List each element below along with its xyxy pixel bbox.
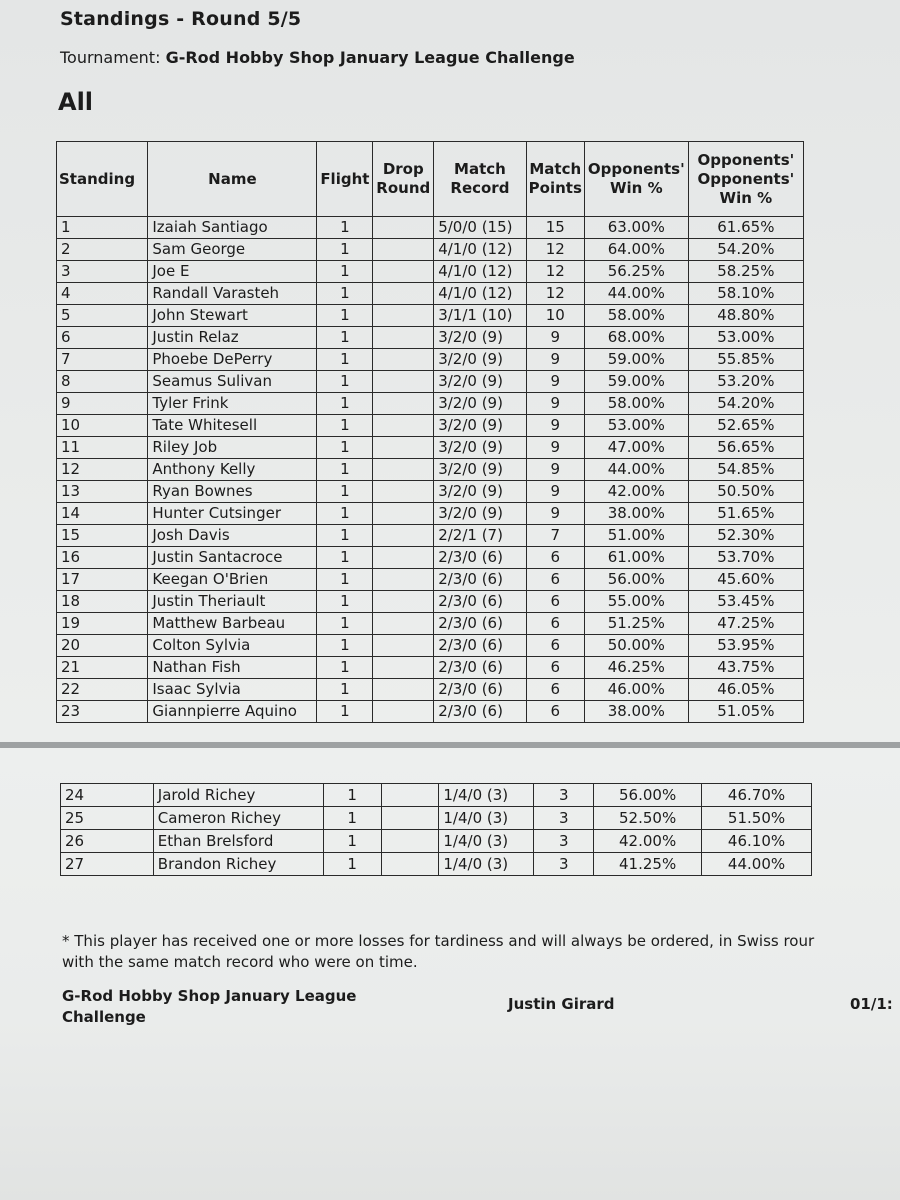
table-row: [57, 525, 804, 547]
standing-cell: 12: [57, 459, 148, 481]
table-row: [57, 393, 804, 415]
col-match-record: Match Record: [434, 142, 526, 217]
opponents-win-cell: 63.00%: [584, 217, 688, 239]
drop-round-cell: [381, 853, 439, 876]
opp-opp-win-cell: 53.45%: [688, 591, 803, 613]
opponents-win-cell: 50.00%: [584, 635, 688, 657]
opp-opp-win-cell: 51.05%: [688, 701, 803, 723]
flight-cell: 1: [317, 239, 373, 261]
name-cell: Izaiah Santiago: [148, 217, 317, 239]
match-record-cell: 3/2/0 (9): [434, 371, 526, 393]
opponents-win-cell: 38.00%: [584, 503, 688, 525]
opp-opp-win-cell: 48.80%: [688, 305, 803, 327]
drop-round-cell: [373, 569, 434, 591]
drop-round-cell: [373, 459, 434, 481]
tournament-label: Tournament:: [60, 48, 161, 67]
match-record-cell: 4/1/0 (12): [434, 239, 526, 261]
flight-cell: 1: [317, 657, 373, 679]
opponents-win-cell: 56.25%: [584, 261, 688, 283]
match-record-cell: 1/4/0 (3): [439, 830, 534, 853]
table-row: [57, 701, 804, 723]
table-row: [57, 547, 804, 569]
table-row: [57, 459, 804, 481]
footer-event-name: [62, 986, 422, 1028]
match-record-cell: 1/4/0 (3): [439, 807, 534, 830]
opp-opp-win-cell: 54.20%: [688, 239, 803, 261]
opponents-win-cell: 46.25%: [584, 657, 688, 679]
flight-cell: 1: [317, 591, 373, 613]
table-row: [57, 503, 804, 525]
flight-cell: 1: [317, 349, 373, 371]
match-record-cell: 3/1/1 (10): [434, 305, 526, 327]
tardiness-footnote: [62, 931, 900, 973]
opp-opp-win-cell: 55.85%: [688, 349, 803, 371]
drop-round-cell: [373, 635, 434, 657]
opp-opp-win-cell: 53.20%: [688, 371, 803, 393]
name-cell: Anthony Kelly: [148, 459, 317, 481]
name-cell: Riley Job: [148, 437, 317, 459]
table-row: [57, 481, 804, 503]
match-record-cell: 2/3/0 (6): [434, 613, 526, 635]
drop-round-cell: [373, 239, 434, 261]
tournament-line: [60, 48, 575, 67]
footnote-line-2: with the same match record who were on time.: [62, 953, 418, 971]
standing-cell: 18: [57, 591, 148, 613]
match-points-cell: 6: [526, 591, 584, 613]
match-record-cell: 3/2/0 (9): [434, 393, 526, 415]
drop-round-cell: [381, 784, 439, 807]
table-row: [57, 613, 804, 635]
name-cell: Isaac Sylvia: [148, 679, 317, 701]
match-points-cell: 3: [534, 830, 594, 853]
match-points-cell: 3: [534, 807, 594, 830]
match-points-cell: 9: [526, 503, 584, 525]
footer-event-line-2: Challenge: [62, 1008, 146, 1026]
match-points-cell: 3: [534, 853, 594, 876]
flight-cell: 1: [317, 459, 373, 481]
opp-opp-win-cell: 54.85%: [688, 459, 803, 481]
opponents-win-cell: 59.00%: [584, 371, 688, 393]
opponents-win-cell: 44.00%: [584, 283, 688, 305]
opp-opp-win-cell: 43.75%: [688, 657, 803, 679]
opponents-win-cell: 42.00%: [584, 481, 688, 503]
table-row: [61, 784, 812, 807]
table-row: [57, 679, 804, 701]
flight-cell: 1: [317, 393, 373, 415]
name-cell: Ryan Bownes: [148, 481, 317, 503]
match-points-cell: 7: [526, 525, 584, 547]
col-standing: Standing: [57, 142, 148, 217]
name-cell: Cameron Richey: [153, 807, 323, 830]
opponents-win-cell: 51.00%: [584, 525, 688, 547]
table-row: [57, 261, 804, 283]
drop-round-cell: [373, 327, 434, 349]
table-row: [57, 305, 804, 327]
col-flight: Flight: [317, 142, 373, 217]
name-cell: Justin Santacroce: [148, 547, 317, 569]
name-cell: Matthew Barbeau: [148, 613, 317, 635]
opponents-win-cell: 51.25%: [584, 613, 688, 635]
flight-cell: 1: [317, 481, 373, 503]
name-cell: Justin Theriault: [148, 591, 317, 613]
drop-round-cell: [373, 261, 434, 283]
match-points-cell: 12: [526, 239, 584, 261]
table-row: [57, 591, 804, 613]
standing-cell: 6: [57, 327, 148, 349]
flight-cell: 1: [317, 327, 373, 349]
drop-round-cell: [373, 591, 434, 613]
standing-cell: 7: [57, 349, 148, 371]
col-opp-opp-win: Opponents' Opponents' Win %: [688, 142, 803, 217]
opponents-win-cell: 61.00%: [584, 547, 688, 569]
match-record-cell: 4/1/0 (12): [434, 261, 526, 283]
match-record-cell: 2/3/0 (6): [434, 657, 526, 679]
standing-cell: 9: [57, 393, 148, 415]
flight-cell: 1: [317, 437, 373, 459]
col-opponents-win: Opponents' Win %: [584, 142, 688, 217]
drop-round-cell: [373, 393, 434, 415]
opp-opp-win-cell: 51.50%: [702, 807, 812, 830]
standing-cell: 21: [57, 657, 148, 679]
standing-cell: 4: [57, 283, 148, 305]
opp-opp-win-cell: 44.00%: [702, 853, 812, 876]
standing-cell: 10: [57, 415, 148, 437]
opponents-win-cell: 52.50%: [594, 807, 702, 830]
match-points-cell: 9: [526, 437, 584, 459]
opponents-win-cell: 55.00%: [584, 591, 688, 613]
flight-cell: 1: [317, 635, 373, 657]
opp-opp-win-cell: 46.05%: [688, 679, 803, 701]
match-record-cell: 2/3/0 (6): [434, 569, 526, 591]
table-row: [57, 327, 804, 349]
name-cell: Jarold Richey: [153, 784, 323, 807]
name-cell: John Stewart: [148, 305, 317, 327]
standings-body: [57, 217, 804, 723]
standing-cell: 13: [57, 481, 148, 503]
opp-opp-win-cell: 52.30%: [688, 525, 803, 547]
standing-cell: 25: [61, 807, 154, 830]
name-cell: Josh Davis: [148, 525, 317, 547]
opponents-win-cell: 68.00%: [584, 327, 688, 349]
name-cell: Ethan Brelsford: [153, 830, 323, 853]
match-record-cell: 1/4/0 (3): [439, 853, 534, 876]
standing-cell: 11: [57, 437, 148, 459]
standing-cell: 22: [57, 679, 148, 701]
opp-opp-win-cell: 46.70%: [702, 784, 812, 807]
match-points-cell: 6: [526, 657, 584, 679]
table-row: [57, 635, 804, 657]
opp-opp-win-cell: 46.10%: [702, 830, 812, 853]
standing-cell: 23: [57, 701, 148, 723]
name-cell: Tyler Frink: [148, 393, 317, 415]
opp-opp-win-cell: 53.70%: [688, 547, 803, 569]
match-points-cell: 6: [526, 547, 584, 569]
standing-cell: 17: [57, 569, 148, 591]
standings-table-continued: [60, 783, 812, 876]
flight-cell: 1: [317, 547, 373, 569]
flight-cell: 1: [317, 701, 373, 723]
match-record-cell: 3/2/0 (9): [434, 437, 526, 459]
match-points-cell: 6: [526, 613, 584, 635]
match-record-cell: 3/2/0 (9): [434, 459, 526, 481]
name-cell: Tate Whitesell: [148, 415, 317, 437]
flight-cell: 1: [317, 613, 373, 635]
opp-opp-win-cell: 54.20%: [688, 393, 803, 415]
match-points-cell: 9: [526, 459, 584, 481]
flight-cell: 1: [323, 853, 381, 876]
table-row: [57, 371, 804, 393]
table-row: [57, 349, 804, 371]
drop-round-cell: [373, 305, 434, 327]
opp-opp-win-cell: 58.10%: [688, 283, 803, 305]
standing-cell: 14: [57, 503, 148, 525]
col-name: Name: [148, 142, 317, 217]
match-record-cell: 3/2/0 (9): [434, 327, 526, 349]
table-row: [61, 807, 812, 830]
drop-round-cell: [373, 613, 434, 635]
flight-cell: 1: [317, 569, 373, 591]
match-record-cell: 3/2/0 (9): [434, 481, 526, 503]
flight-cell: 1: [317, 371, 373, 393]
flight-cell: 1: [323, 807, 381, 830]
flight-cell: 1: [317, 261, 373, 283]
opponents-win-cell: 59.00%: [584, 349, 688, 371]
name-cell: Brandon Richey: [153, 853, 323, 876]
opponents-win-cell: 44.00%: [584, 459, 688, 481]
opponents-win-cell: 56.00%: [594, 784, 702, 807]
footer-date: 01/1:: [850, 995, 893, 1013]
drop-round-cell: [373, 437, 434, 459]
standing-cell: 1: [57, 217, 148, 239]
match-points-cell: 6: [526, 635, 584, 657]
drop-round-cell: [373, 217, 434, 239]
name-cell: Justin Relaz: [148, 327, 317, 349]
drop-round-cell: [381, 807, 439, 830]
opponents-win-cell: 58.00%: [584, 305, 688, 327]
flight-cell: 1: [317, 305, 373, 327]
opponents-win-cell: 47.00%: [584, 437, 688, 459]
flight-cell: 1: [317, 283, 373, 305]
flight-cell: 1: [323, 830, 381, 853]
name-cell: Keegan O'Brien: [148, 569, 317, 591]
table-row: [57, 239, 804, 261]
drop-round-cell: [373, 525, 434, 547]
match-record-cell: 3/2/0 (9): [434, 503, 526, 525]
drop-round-cell: [373, 371, 434, 393]
opp-opp-win-cell: 56.65%: [688, 437, 803, 459]
standings-table: [56, 141, 804, 723]
match-record-cell: 2/3/0 (6): [434, 591, 526, 613]
match-record-cell: 2/3/0 (6): [434, 701, 526, 723]
flight-cell: 1: [317, 503, 373, 525]
match-points-cell: 9: [526, 481, 584, 503]
match-record-cell: 1/4/0 (3): [439, 784, 534, 807]
tournament-name: G-Rod Hobby Shop January League Challenge: [165, 48, 575, 67]
table-row: [61, 853, 812, 876]
footnote-line-1: * This player has received one or more losses for tardiness and will always be ordered, in Swiss rour: [62, 932, 815, 950]
match-points-cell: 10: [526, 305, 584, 327]
match-points-cell: 9: [526, 415, 584, 437]
opp-opp-win-cell: 58.25%: [688, 261, 803, 283]
standing-cell: 24: [61, 784, 154, 807]
opp-opp-win-cell: 52.65%: [688, 415, 803, 437]
table-row: [61, 830, 812, 853]
match-points-cell: 3: [534, 784, 594, 807]
drop-round-cell: [373, 283, 434, 305]
match-points-cell: 9: [526, 393, 584, 415]
standing-cell: 16: [57, 547, 148, 569]
standing-cell: 3: [57, 261, 148, 283]
standing-cell: 27: [61, 853, 154, 876]
table-row: [57, 657, 804, 679]
standings-body-continued: [61, 784, 812, 876]
name-cell: Joe E: [148, 261, 317, 283]
drop-round-cell: [373, 349, 434, 371]
match-points-cell: 6: [526, 569, 584, 591]
group-heading: All: [58, 88, 94, 116]
standing-cell: 8: [57, 371, 148, 393]
opponents-win-cell: 46.00%: [584, 679, 688, 701]
col-match-points: Match Points: [526, 142, 584, 217]
drop-round-cell: [373, 657, 434, 679]
name-cell: Randall Varasteh: [148, 283, 317, 305]
drop-round-cell: [373, 701, 434, 723]
table-row: [57, 569, 804, 591]
drop-round-cell: [373, 503, 434, 525]
match-record-cell: 2/3/0 (6): [434, 679, 526, 701]
table-row: [57, 217, 804, 239]
opp-opp-win-cell: 47.25%: [688, 613, 803, 635]
flight-cell: 1: [323, 784, 381, 807]
flight-cell: 1: [317, 217, 373, 239]
drop-round-cell: [373, 547, 434, 569]
match-points-cell: 12: [526, 261, 584, 283]
name-cell: Colton Sylvia: [148, 635, 317, 657]
opponents-win-cell: 42.00%: [594, 830, 702, 853]
name-cell: Hunter Cutsinger: [148, 503, 317, 525]
flight-cell: 1: [317, 415, 373, 437]
match-record-cell: 3/2/0 (9): [434, 415, 526, 437]
match-points-cell: 9: [526, 349, 584, 371]
table-header-row: [57, 142, 804, 217]
standing-cell: 19: [57, 613, 148, 635]
name-cell: Giannpierre Aquino: [148, 701, 317, 723]
col-drop-round: Drop Round: [373, 142, 434, 217]
match-record-cell: 2/3/0 (6): [434, 635, 526, 657]
opponents-win-cell: 41.25%: [594, 853, 702, 876]
opponents-win-cell: 38.00%: [584, 701, 688, 723]
flight-cell: 1: [317, 679, 373, 701]
match-record-cell: 2/3/0 (6): [434, 547, 526, 569]
match-record-cell: 5/0/0 (15): [434, 217, 526, 239]
opponents-win-cell: 58.00%: [584, 393, 688, 415]
drop-round-cell: [373, 415, 434, 437]
table-row: [57, 283, 804, 305]
match-record-cell: 4/1/0 (12): [434, 283, 526, 305]
name-cell: Nathan Fish: [148, 657, 317, 679]
match-points-cell: 9: [526, 327, 584, 349]
match-points-cell: 9: [526, 371, 584, 393]
match-points-cell: 15: [526, 217, 584, 239]
opp-opp-win-cell: 45.60%: [688, 569, 803, 591]
opp-opp-win-cell: 53.95%: [688, 635, 803, 657]
opponents-win-cell: 56.00%: [584, 569, 688, 591]
match-record-cell: 2/2/1 (7): [434, 525, 526, 547]
match-points-cell: 6: [526, 701, 584, 723]
name-cell: Phoebe DePerry: [148, 349, 317, 371]
standing-cell: 2: [57, 239, 148, 261]
standing-cell: 20: [57, 635, 148, 657]
table-row: [57, 437, 804, 459]
page-title: Standings - Round 5/5: [60, 8, 302, 30]
opponents-win-cell: 64.00%: [584, 239, 688, 261]
drop-round-cell: [373, 481, 434, 503]
opp-opp-win-cell: 50.50%: [688, 481, 803, 503]
name-cell: Sam George: [148, 239, 317, 261]
drop-round-cell: [381, 830, 439, 853]
match-points-cell: 6: [526, 679, 584, 701]
flight-cell: 1: [317, 525, 373, 547]
table-row: [57, 415, 804, 437]
footer-organizer: Justin Girard: [508, 995, 615, 1013]
opponents-win-cell: 53.00%: [584, 415, 688, 437]
name-cell: Seamus Sulivan: [148, 371, 317, 393]
opp-opp-win-cell: 61.65%: [688, 217, 803, 239]
standing-cell: 5: [57, 305, 148, 327]
opp-opp-win-cell: 51.65%: [688, 503, 803, 525]
match-record-cell: 3/2/0 (9): [434, 349, 526, 371]
opp-opp-win-cell: 53.00%: [688, 327, 803, 349]
standing-cell: 15: [57, 525, 148, 547]
match-points-cell: 12: [526, 283, 584, 305]
drop-round-cell: [373, 679, 434, 701]
standing-cell: 26: [61, 830, 154, 853]
footer-event-line-1: G-Rod Hobby Shop January League: [62, 987, 357, 1005]
